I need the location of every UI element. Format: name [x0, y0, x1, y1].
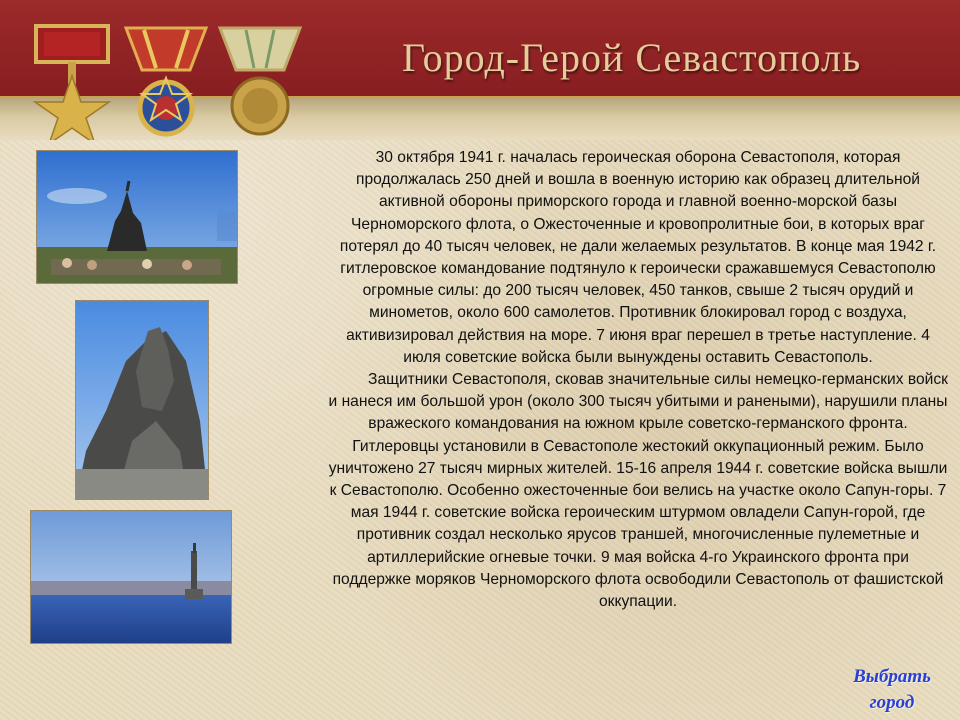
monument-photo-1: [36, 150, 238, 284]
medals-group: [24, 18, 314, 140]
gold-star-medal-icon: [35, 26, 109, 140]
choose-city-link[interactable]: [836, 664, 948, 716]
page-title: Город-Герой Севастополь: [402, 35, 862, 80]
history-paragraph-1: 30 октября 1941 г. началась героическая оборона Севастополя, которая продолжалась 250 дней и вошла в военную историю как образец длительной активной обороны приморского города и главной военно-морской базы Черноморского флота, о Ожесточенные и кровопролитные бои, в которых враг потерял до 40 тысяч человек, не дали желаемых результатов. В конце мая 1942 г. гитлеровское командование подтянуло к героически сражавшемуся Севастополю огромные силы: до 200 тысяч человек, 450 танков, свыше 2 тысяч орудий и минометов, около 600 самолетов. Противник блокировал город с воздуха, активизировал действия на море. 7 июня враг перешел в третье наступление. 4 июля советские войска были вынуждены оставить Севастополь.: [339, 149, 937, 366]
monument-photo-2: [75, 300, 209, 500]
order-of-lenin-icon: [126, 28, 206, 134]
sea-monument-photo: [30, 510, 232, 644]
choose-city-line2: город: [869, 692, 915, 713]
history-text: [328, 147, 948, 613]
choose-city-line1: Выбрать: [853, 666, 931, 687]
history-paragraph-2: Защитники Севастополя, сковав значительные силы немецко-германских войск и нанеся им большой урон (около 300 тысяч убитыми и ранеными), нарушили планы вражеского командования на южном крыле советско-германского фронта. Гитлеровцы установили в Севастополе жестокий оккупационный режим. Было уничтожено 27 тысяч мирных жителей. 15-16 апреля 1944 г. советские войска вышли к Севастополю. Особенно ожесточенные бои велись на участке около Сапун-горы. 7 мая 1944 г. советские войска героическим штурмом овладели Сапун-горой, где противник создал несколько ярусов траншей, многочисленные пулеметные и артиллерийские огневые точки. 9 мая войска 4-го Украинского фронта при поддержке моряков Черноморского флота освободили Севастополь от фашистской оккупации.: [328, 371, 948, 611]
defense-of-sevastopol-medal-icon: [220, 28, 300, 134]
